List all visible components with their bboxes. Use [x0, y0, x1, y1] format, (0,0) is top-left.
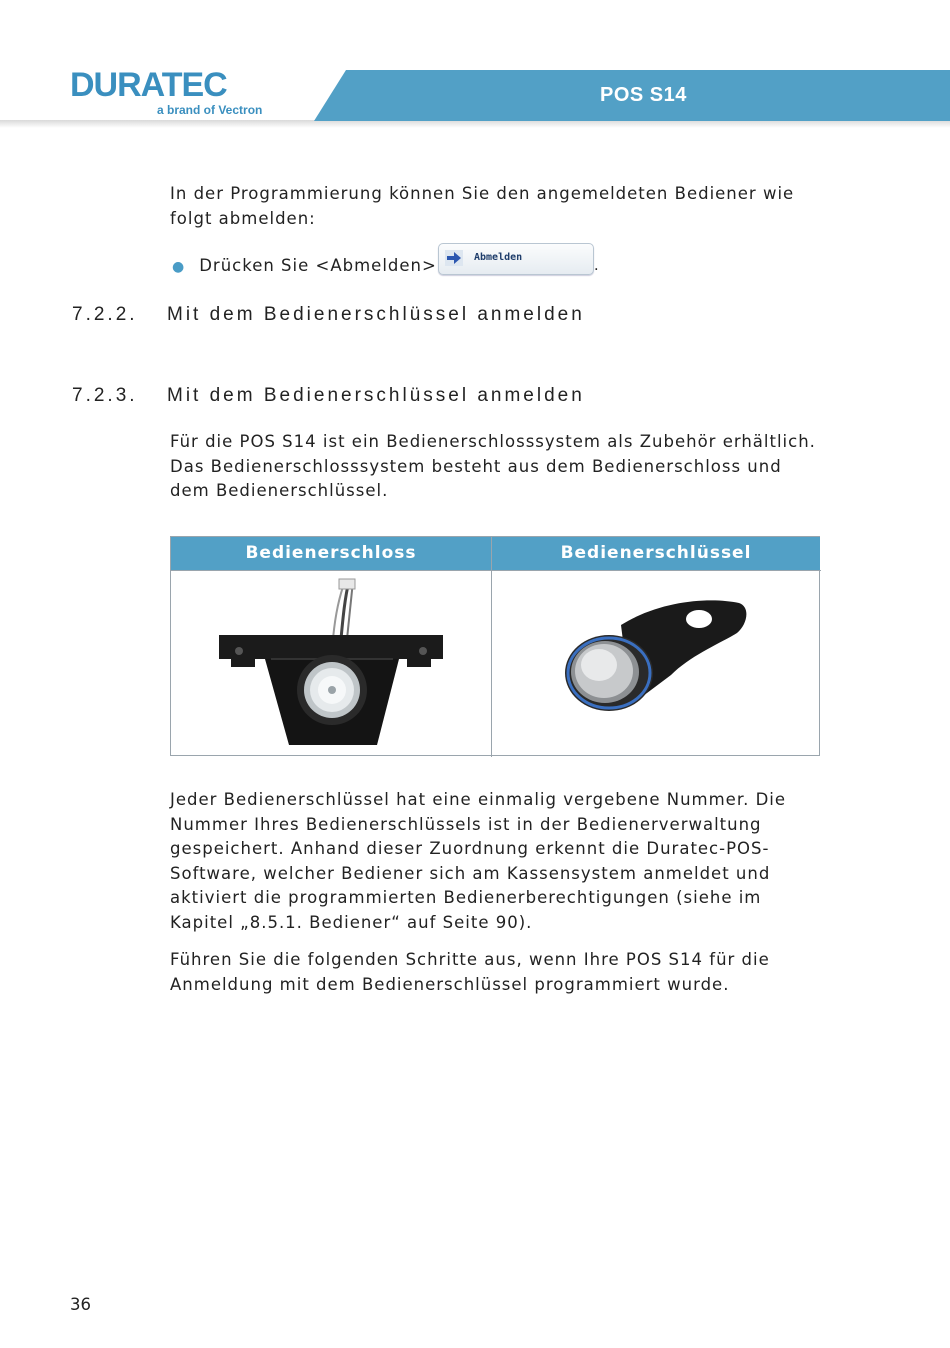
intro-line-1: In der Programmierung können Sie den angemeldeten Bediener wie	[170, 184, 795, 203]
table-header-key: Bedienerschlüssel	[492, 537, 820, 570]
section-number: 7.2.2.	[72, 304, 138, 325]
section-title: Mit dem Bedienerschlüssel anmelden	[167, 385, 585, 406]
product-title: POS S14	[600, 84, 687, 106]
accessory-table	[170, 536, 820, 756]
table-column-divider	[491, 537, 492, 757]
section-title: Mit dem Bedienerschlüssel anmelden	[167, 304, 585, 325]
para-line: Software, welcher Bediener sich am Kassensystem anmeldet und	[170, 863, 771, 883]
para-line: Das Bedienerschlosssystem besteht aus dem Bedienerschloss und	[170, 456, 782, 476]
para-line: gespeichert. Anhand dieser Zuordnung erkennt die Duratec-POS-	[170, 839, 770, 858]
bullet-suffix: .	[594, 256, 599, 274]
key-number-paragraph	[170, 788, 786, 935]
arrow-right-icon	[445, 250, 463, 266]
bullet-item	[172, 256, 437, 275]
operator-key-image	[561, 595, 761, 725]
abmelden-button-label: Abmelden	[474, 252, 523, 263]
operator-lock-image	[211, 577, 451, 752]
steps-paragraph	[170, 948, 770, 997]
logo-tagline: a brand of Vectron	[157, 103, 263, 117]
bullet-text: Drücken Sie <Abmelden>	[199, 256, 437, 275]
para-line: dem Bedienerschlüssel.	[170, 481, 389, 500]
page-number: 36	[70, 1295, 91, 1314]
accessory-paragraph	[170, 430, 816, 504]
para-line: Für die POS S14 ist ein Bedienerschlosssystem als Zubehör erhältlich.	[170, 432, 816, 451]
section-number: 7.2.3.	[72, 385, 138, 406]
para-line: Anmeldung mit dem Bedienerschlüssel programmiert wurde.	[170, 974, 730, 994]
para-line: Jeder Bedienerschlüssel hat eine einmalig vergebene Nummer. Die	[170, 790, 787, 809]
logo-wordmark: DURATEC	[70, 68, 227, 104]
para-line: Kapitel „8.5.1. Bediener“ auf Seite 90).	[170, 912, 533, 932]
para-line: Nummer Ihres Bedienerschlüssels ist in der Bedienerverwaltung	[170, 814, 762, 834]
bullet-dot-icon: ●	[172, 259, 186, 275]
intro-paragraph	[170, 182, 794, 231]
intro-line-2: folgt abmelden:	[170, 208, 316, 228]
table-header-lock: Bedienerschloss	[171, 537, 491, 570]
abmelden-button[interactable]	[438, 243, 594, 275]
table-header-divider	[171, 570, 821, 571]
para-line: Führen Sie die folgenden Schritte aus, wenn Ihre POS S14 für die	[170, 950, 770, 969]
section-heading-7-2-3	[72, 385, 585, 407]
header-shadow	[0, 120, 950, 128]
section-heading-7-2-2	[72, 304, 585, 326]
para-line: aktiviert die programmierten Bedienerberechtigungen (siehe im	[170, 888, 762, 907]
